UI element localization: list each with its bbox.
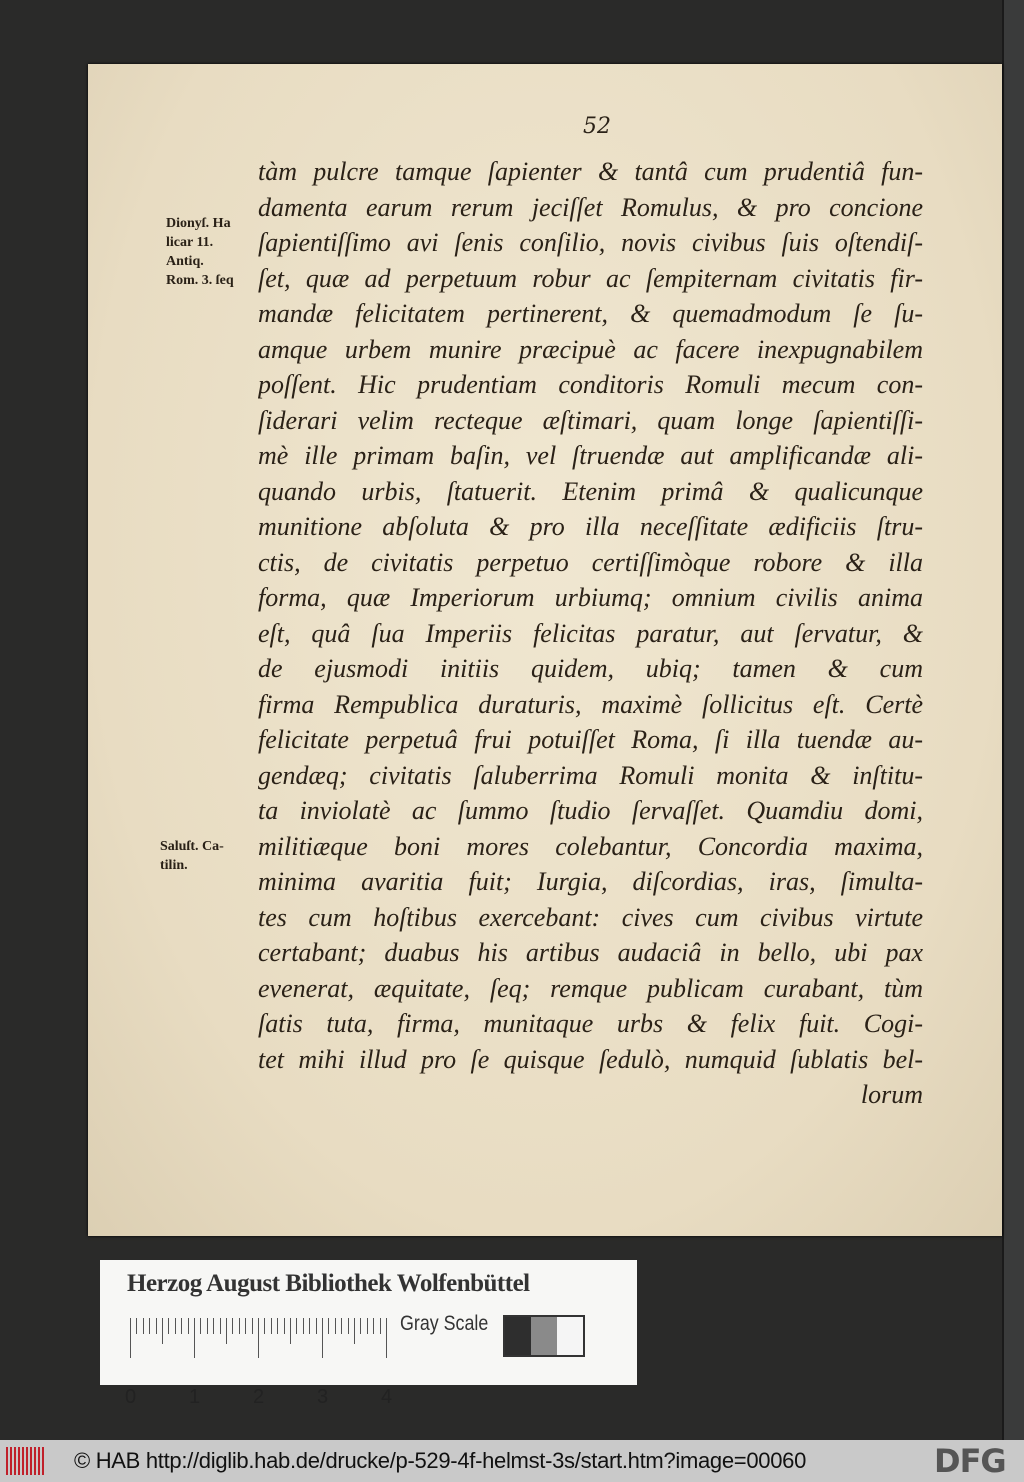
ruler-tick — [245, 1318, 246, 1334]
ruler-tick — [322, 1318, 323, 1358]
ruler-tick — [143, 1318, 144, 1334]
ruler-number: 2 — [253, 1386, 265, 1408]
text-line: quando urbis, ſtatuerit. Etenim primâ & qualicunque — [258, 476, 923, 506]
text-line: ſatis tuta, firma, munitaque urbs & felix fuit. Cogi- — [258, 1009, 923, 1038]
dfg-logo: DFG — [934, 1442, 1006, 1480]
text-line: mandæ felicitatem pertinerent, & quemadmodum ſe ſu- — [258, 299, 923, 328]
ruler-tick — [156, 1318, 157, 1334]
text-line: forma, quæ Imperiorum urbiumq; omnium civilis anima — [258, 583, 923, 612]
text-line: damenta earum rerum jeciſſet Romulus, & pro concione — [258, 192, 923, 222]
ruler-tick — [213, 1318, 214, 1334]
margin-note-line: Dionyſ. Ha — [166, 216, 231, 231]
text-line: evenerat, æquitate, ſeq; remque publicam curabant, tùm — [258, 973, 923, 1003]
ruler-tick — [168, 1318, 169, 1334]
ruler-tick — [258, 1318, 259, 1358]
ruler-tick — [220, 1318, 221, 1334]
text-line: militiæque boni mores colebantur, Concordia maxima, — [258, 831, 923, 861]
footer-bar — [0, 1440, 1024, 1482]
ruler-tick — [303, 1318, 304, 1334]
margin-note-line: Saluſt. Ca- — [160, 839, 224, 854]
ruler-tick — [277, 1318, 278, 1334]
body-text — [258, 154, 923, 1113]
gray-scale-swatch — [503, 1315, 585, 1357]
text-line: ctis, de civitatis perpetuo certiſſimòque robore & illa — [258, 547, 923, 577]
ruler-tick — [360, 1318, 361, 1334]
ruler-tick — [328, 1318, 329, 1334]
page-number: 52 — [583, 114, 611, 139]
margin-note-dionysius — [166, 214, 234, 290]
text-line: certabant; duabus his artibus audaciâ in bello, ubi pax — [258, 938, 923, 967]
ruler-number: 0 — [125, 1386, 137, 1408]
text-line: ſet, quæ ad perpetuum robur ac ſempiternam civitatis fir- — [258, 263, 923, 293]
copyright-url[interactable]: © HAB http://diglib.hab.de/drucke/p-529-4f-helmst-3s/start.htm?image=00060 — [74, 1448, 807, 1473]
ruler-tick — [309, 1318, 310, 1334]
scan-background-edge — [1002, 0, 1024, 1440]
ruler-tick — [367, 1318, 368, 1334]
text-line: minima avaritia fuit; Iurgia, diſcordias, iras, ſimulta- — [258, 867, 923, 896]
ruler-number: 4 — [381, 1386, 393, 1408]
book-page — [88, 64, 1002, 1236]
text-line: amque urbem munire præcipuè ac facere inexpugnabilem — [258, 334, 923, 364]
text-line: eſt, quâ ſua Imperiis felicitas paratur, aut ſervatur, & — [258, 618, 923, 648]
ruler-tick — [354, 1318, 355, 1344]
scale-ruler — [125, 1318, 393, 1408]
gray-scale-patch — [505, 1317, 531, 1355]
gray-scale-label: Gray Scale — [400, 1312, 489, 1335]
ruler-tick — [335, 1318, 336, 1334]
ruler-tick — [232, 1318, 233, 1334]
text-line: de ejusmodi initiis quidem, ubiq; tamen & cum — [258, 654, 923, 683]
ruler-number: 3 — [317, 1386, 329, 1408]
ruler-tick — [386, 1318, 387, 1358]
ruler-tick — [226, 1318, 227, 1344]
ruler-tick — [373, 1318, 374, 1334]
library-name: Herzog August Bibliothek Wolfenbüttel — [127, 1270, 530, 1297]
text-line: munitione abſoluta & pro illa neceſſitate ædificiis ſtru- — [258, 512, 923, 541]
margin-note-sallust — [160, 837, 224, 875]
ruler-tick — [341, 1318, 342, 1334]
ruler-tick — [194, 1318, 195, 1358]
ruler-number: 1 — [189, 1386, 201, 1408]
ruler-tick — [175, 1318, 176, 1334]
margin-note-line: licar 11. — [166, 235, 214, 250]
ruler-tick — [130, 1318, 131, 1358]
margin-note-line: Rom. 3. ſeq — [166, 273, 234, 288]
ruler-tick — [181, 1318, 182, 1334]
text-line: gendæq; civitatis ſaluberrima Romuli monita & inſtitu- — [258, 760, 923, 790]
text-line: lorum — [860, 1080, 923, 1109]
ruler-tick — [380, 1318, 381, 1334]
ruler-tick — [136, 1318, 137, 1334]
margin-note-line: tilin. — [160, 858, 188, 873]
text-line: tàm pulcre tamque ſapienter & tantâ cum prudentiâ fun- — [258, 157, 923, 186]
ruler-tick — [207, 1318, 208, 1334]
ruler-tick — [290, 1318, 291, 1344]
margin-note-line: Antiq. — [166, 254, 204, 269]
ruler-tick — [162, 1318, 163, 1344]
text-line: felicitate perpetuâ frui potuiſſet Roma, ſi illa tuendæ au- — [258, 725, 923, 754]
ruler-tick — [348, 1318, 349, 1334]
ruler-tick — [149, 1318, 150, 1334]
ruler-tick — [284, 1318, 285, 1334]
ruler-tick — [188, 1318, 189, 1334]
text-line: ſiderari velim recteque æſtimari, quam longe ſapientiſſi- — [258, 405, 923, 435]
ruler-tick — [200, 1318, 201, 1334]
ruler-tick — [252, 1318, 253, 1334]
ruler-tick — [264, 1318, 265, 1334]
text-line: tes cum hoſtibus exercebant: cives cum civibus virtute — [258, 902, 923, 932]
text-line: tet mihi illud pro ſe quisque ſedulò, numquid ſublatis bel- — [258, 1044, 923, 1074]
text-line: ta inviolatè ac ſummo ſtudio ſervaſſet. Quamdiu domi, — [258, 796, 923, 825]
ruler-tick — [271, 1318, 272, 1334]
text-line: firma Rempublica duraturis, maximè ſollicitus eſt. Certè — [258, 689, 923, 719]
text-line: ſapientiſſimo avi ſenis conſilio, novis civibus ſuis oſtendiſ- — [258, 228, 923, 257]
ruler-tick — [316, 1318, 317, 1334]
text-line: poſſent. Hic prudentiam conditoris Romuli mecum con- — [258, 370, 923, 399]
gray-scale-patch — [557, 1317, 583, 1355]
hab-logo-icon — [6, 1447, 46, 1475]
gray-scale-patch — [531, 1317, 557, 1355]
text-line: mè ille primam baſin, vel ſtruendæ aut amplificandæ ali- — [258, 441, 923, 470]
ruler-tick — [296, 1318, 297, 1334]
library-label — [100, 1260, 637, 1408]
ruler-tick — [239, 1318, 240, 1334]
